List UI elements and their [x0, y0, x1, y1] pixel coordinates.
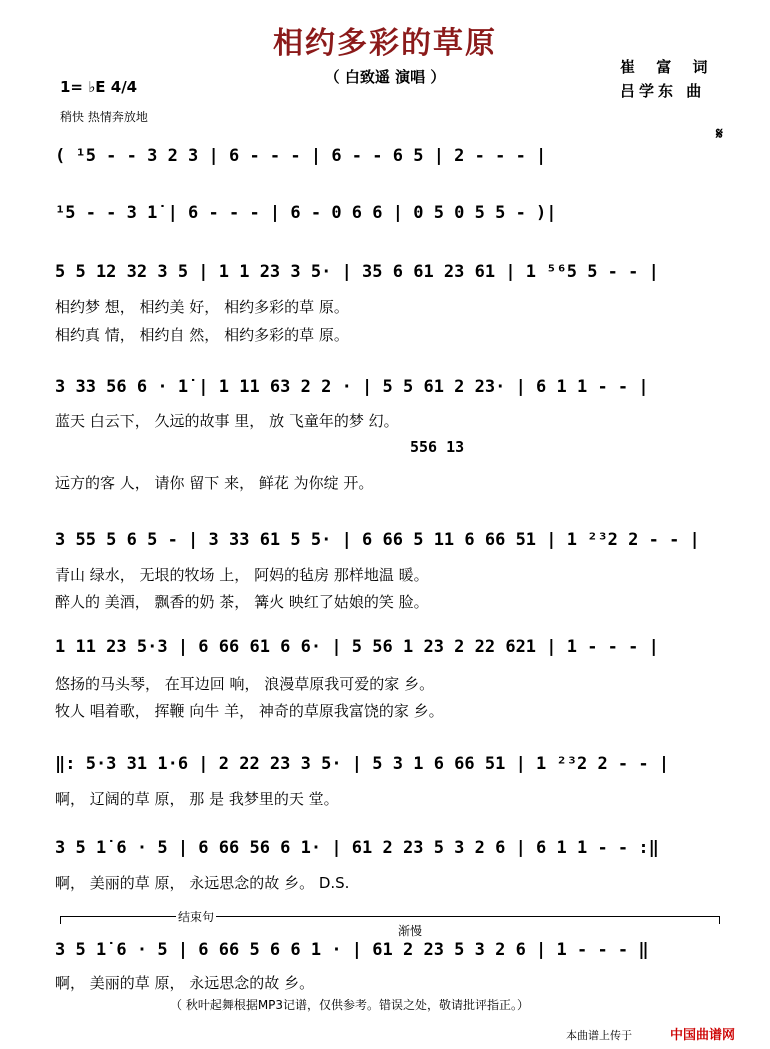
score-line-7: ‖: 5·3 31 1·6 | 2 22 23 3 5· | 5 3 1 6 66 51 | 1 ²³2 2 - - | [55, 754, 670, 774]
key-signature: 1= ♭E 4/4 [60, 78, 138, 96]
lyric-line-8: 啊， 美丽的草 原， 永远思念的故 乡。 D.S. [55, 874, 350, 892]
score-line-4: 3 33 56 6 · 1̇ | 1 11 63 2 2 · | 5 5 61 2 23· | 6 1 1 - - | [55, 377, 649, 397]
ending-label: 结束句 [178, 910, 215, 924]
upload-text: 本曲谱上传于 [566, 1029, 632, 1042]
tempo-marking: 稍快 热情奔放地 [60, 110, 148, 124]
lyric-line-6b: 牧人 唱着歌， 挥鞭 向牛 羊， 神奇的草原我富饶的家 乡。 [55, 702, 444, 720]
composer-credit: 吕学东 曲 [620, 82, 706, 100]
lyric-line-5a: 青山 绿水， 无垠的牧场 上， 阿妈的毡房 那样地温 暖。 [55, 566, 429, 584]
score-line-1: ( ¹5 - - 3 2 3 | 6 - - - | 6 - - 6 5 | 2 - - - | [55, 146, 547, 166]
ending-bracket [60, 916, 720, 917]
score-line-5: 3 55 5 6 5 - | 3 33 61 5 5· | 6 66 5 11 6 66 51 | 1 ²³2 2 - - | [55, 530, 700, 550]
segno-icon: 𝄋 [716, 124, 723, 143]
score-line-8: 3 5 1̇ 6 · 5 | 6 66 56 6 1· | 61 2 23 5 3 2 6 | 6 1 1 - - :‖ [55, 838, 659, 858]
lyric-line-4b: 远方的客 人， 请你 留下 来， 鲜花 为你绽 开。 [55, 474, 374, 492]
lyric-line-5b: 醉人的 美酒， 飘香的奶 茶， 篝火 映红了姑娘的笑 脸。 [55, 593, 429, 611]
ending-bracket-left-tick [60, 916, 61, 924]
lyric-line-3a: 相约梦 想， 相约美 好， 相约多彩的草 原。 [55, 298, 349, 316]
performer-subtitle: （ 白致遥 演唱 ） [324, 68, 446, 86]
score-line-6: 1 11 23 5·3 | 6 66 61 6 6· | 5 56 1 23 2 22 621 | 1 - - - | [55, 637, 659, 657]
page-title: 相约多彩的草原 [273, 26, 497, 61]
score-line-9: 3 5 1̇ 6 · 5 | 6 66 5 6 6 1 · | 61 2 23 5 3 2 6 | 1 - - - ‖ [55, 940, 649, 960]
site-logo: 中国曲谱网 [670, 1028, 736, 1043]
lyric-line-3b: 相约真 情， 相约自 然， 相约多彩的草 原。 [55, 326, 349, 344]
lyric-line-9: 啊， 美丽的草 原， 永远思念的故 乡。 [55, 974, 315, 992]
score-line-3: 5 5 12 32 3 5 | 1 1 23 3 5· | 35 6 61 23 61 | 1 ⁵⁶5 5 - - | [55, 262, 659, 282]
lyricist-credit: 崔 富 词 [620, 58, 716, 76]
lyric-line-7: 啊， 辽阔的草 原， 那 是 我梦里的天 堂。 [55, 790, 339, 808]
ritardando-label: 渐慢 [398, 924, 423, 938]
lyric-line-6a: 悠扬的马头琴， 在耳边回 响， 浪漫草原我可爱的家 乡。 [55, 675, 435, 693]
score-line-2: ¹5 - - 3 1̇ | 6 - - - | 6 - 0 6 6 | 0 5 0 5 5 - )| [55, 203, 557, 223]
alt-notes: 556 13 [410, 438, 465, 456]
ending-bracket-right-tick [719, 916, 720, 924]
footnote: （ 秋叶起舞根据MP3记谱，仅供参考。错误之处，敬请批评指正。） [170, 998, 530, 1012]
lyric-line-4a: 蓝天 白云下， 久远的故事 里， 放 飞童年的梦 幻。 [55, 412, 399, 430]
